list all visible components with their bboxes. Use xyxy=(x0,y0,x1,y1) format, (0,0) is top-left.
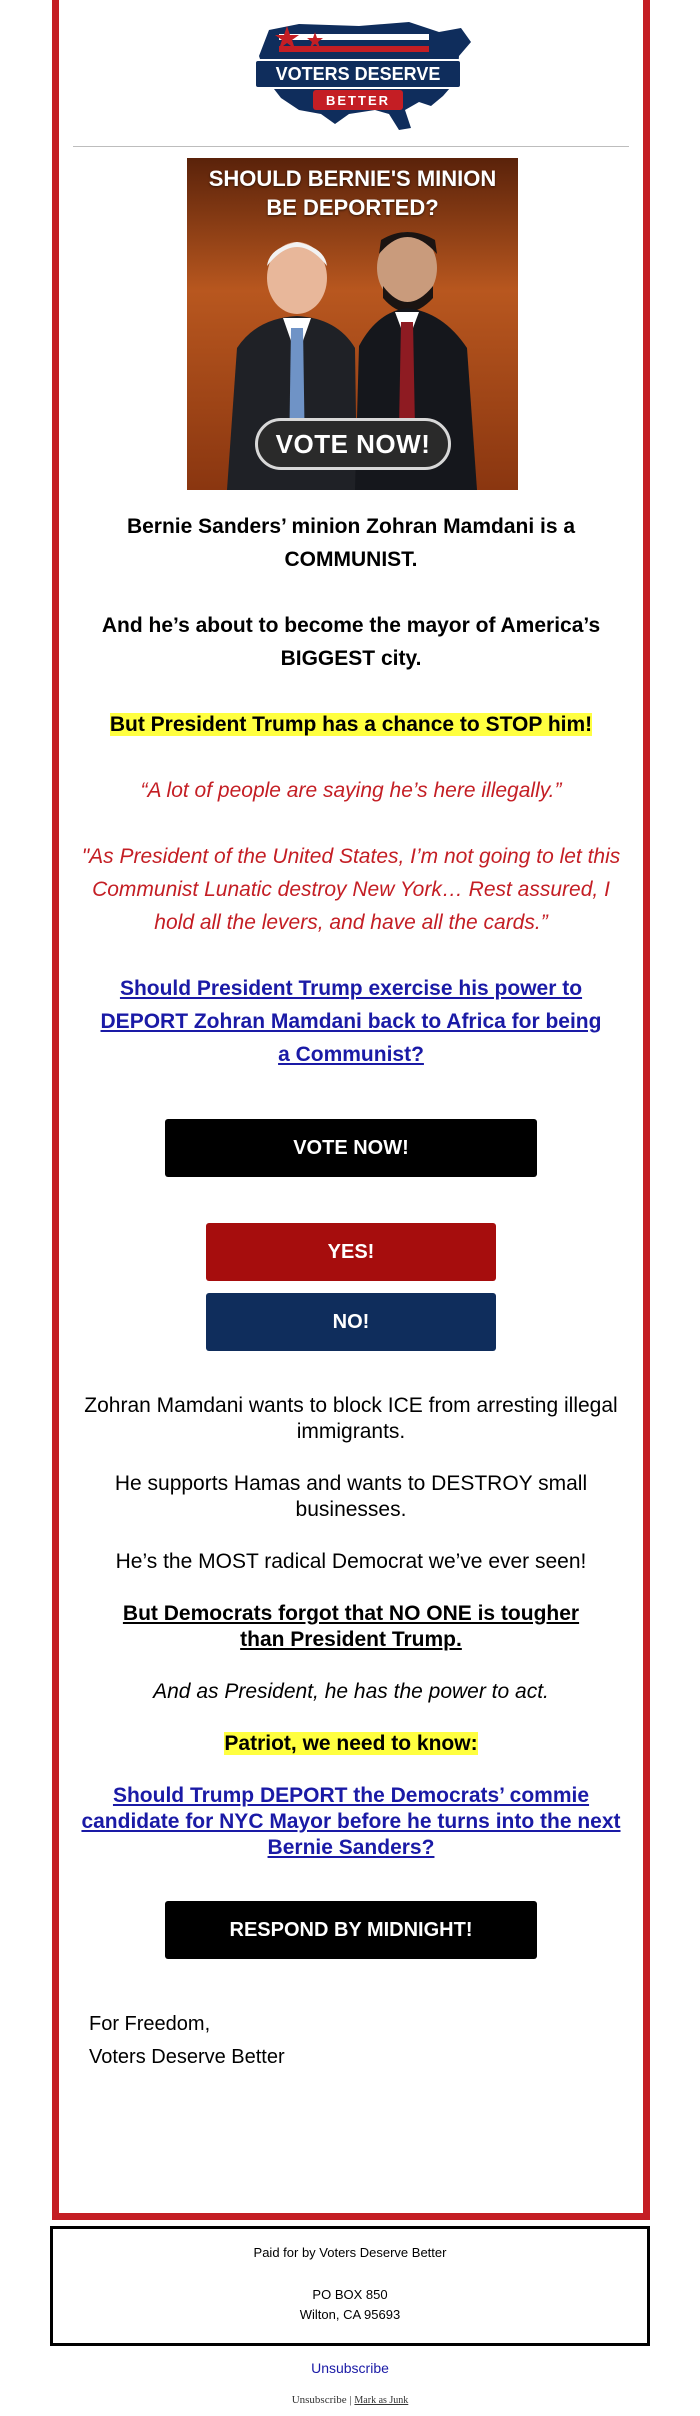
paragraph-tougher: But Democrats forgot that NO ONE is tougher than President Trump. xyxy=(122,1602,580,1651)
mark-as-junk-link[interactable]: Mark as Junk xyxy=(354,2395,409,2406)
logo xyxy=(59,10,643,138)
voters-deserve-better-logo xyxy=(59,10,657,138)
email-frame xyxy=(52,0,650,2220)
paid-for-text: Paid for by Voters Deserve Better xyxy=(253,2245,447,2260)
address-line1: PO BOX 850 xyxy=(312,2287,388,2302)
signoff-line1: For Freedom, xyxy=(89,2013,211,2035)
paragraph-radical: He’s the MOST radical Democrat we’ve ever seen! xyxy=(115,1550,587,1573)
signoff-line2: Voters Deserve Better xyxy=(89,2046,285,2068)
separator: | xyxy=(349,2394,352,2406)
bottom-links xyxy=(0,2394,700,2406)
hero-vote-now-button[interactable]: VOTE NOW! xyxy=(255,418,451,470)
paragraph-power: And as President, he has the power to act. xyxy=(153,1680,549,1703)
quote-illegally: “A lot of people are saying he’s here illegally.” xyxy=(140,779,562,802)
highlight-patriot: Patriot, we need to know: xyxy=(224,1732,478,1755)
email-body xyxy=(59,500,643,1959)
address-line2: Wilton, CA 95693 xyxy=(299,2307,401,2322)
logo-line2: BETTER xyxy=(326,93,390,108)
paid-for-footer xyxy=(50,2226,650,2346)
quote-president: "As President of the United States, I’m not going to let this Communist Lunatic destroy New York… Rest assured, I hold all the levers, and have all the cards.” xyxy=(81,845,621,934)
logo-line1: VOTERS DESERVE xyxy=(275,64,441,84)
vote-now-button[interactable]: VOTE NOW! xyxy=(165,1119,537,1177)
hero-title: SHOULD BERNIE'S MINION BE DEPORTED? xyxy=(208,166,497,220)
paragraph-communist: Bernie Sanders’ minion Zohran Mamdani is a COMMUNIST. xyxy=(126,515,576,571)
no-button[interactable]: NO! xyxy=(206,1293,496,1351)
signoff xyxy=(89,2008,285,2074)
respond-by-midnight-button[interactable]: RESPOND BY MIDNIGHT! xyxy=(165,1901,537,1959)
unsubscribe-link[interactable]: Unsubscribe xyxy=(311,2360,389,2376)
unsubscribe-link-2[interactable]: Unsubscribe xyxy=(291,2394,347,2406)
paragraph-hamas: He supports Hamas and wants to DESTROY small businesses. xyxy=(114,1472,588,1521)
paragraph-mayor: And he’s about to become the mayor of America’s BIGGEST city. xyxy=(101,614,601,670)
paragraph-ice: Zohran Mamdani wants to block ICE from arresting illegal immigrants. xyxy=(84,1394,618,1443)
highlight-stop-him: But President Trump has a chance to STOP him! xyxy=(109,713,593,736)
yes-button[interactable]: YES! xyxy=(206,1223,496,1281)
deport-candidate-link[interactable]: Should Trump DEPORT the Democrats’ commie candidate for NYC Mayor before he turns into the next Bernie Sanders? xyxy=(81,1784,621,1859)
header-divider xyxy=(73,146,629,147)
deport-question-link[interactable]: Should President Trump exercise his power to DEPORT Zohran Mamdani back to Africa for being a Communist? xyxy=(100,977,602,1066)
hero-image[interactable] xyxy=(187,158,518,490)
